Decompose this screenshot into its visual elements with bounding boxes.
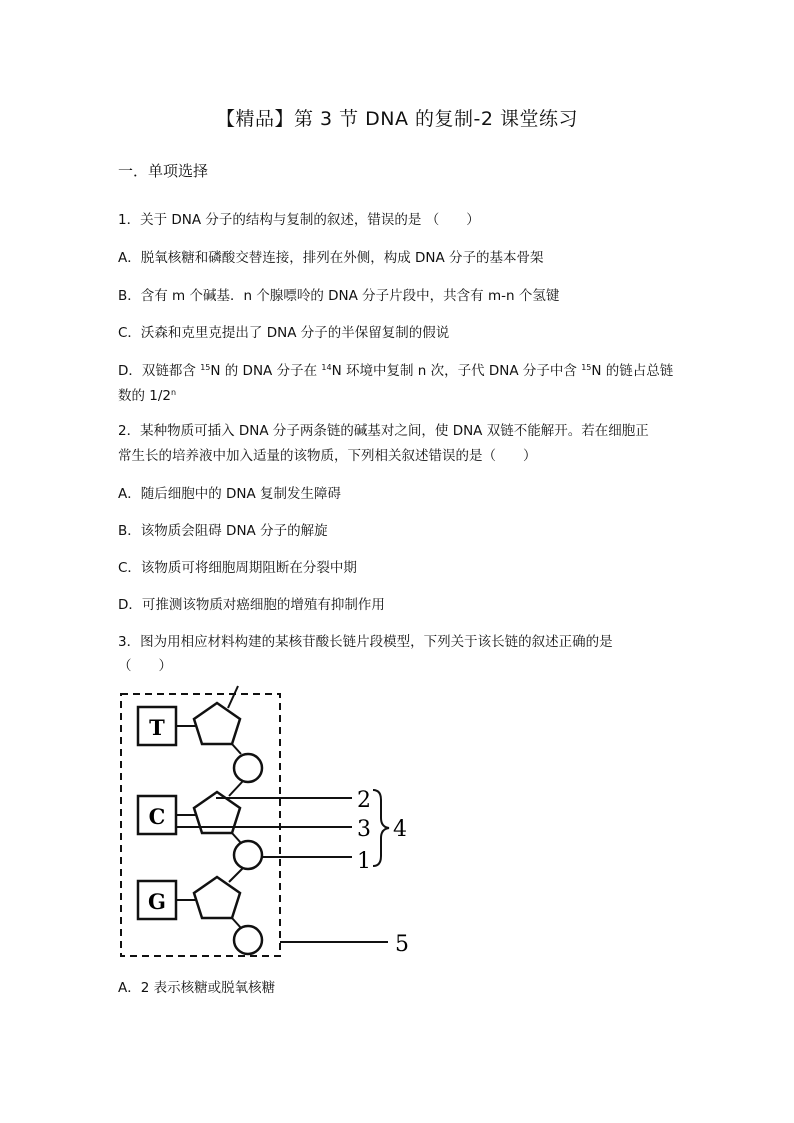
sugar-pentagon [194,877,240,918]
q1-d-text-5: 数的 1/2 [118,388,172,404]
label-3: 3 [357,817,371,842]
q2-option-d: D．可推测该物质对癌细胞的增殖有抑制作用 [118,597,385,613]
base-label-g: G [148,889,166,914]
q1-d-text-1: D．双链都含 [118,363,201,379]
superscript-n: n [171,388,177,397]
base-label-t: T [149,715,165,740]
sugar-phosphate-bond [232,918,241,928]
base-label-c: C [148,804,166,829]
phosphate-circle [234,754,262,782]
curly-brace [373,790,389,866]
q1-option-d-line1 [118,359,673,379]
sugar-pentagon [194,703,240,744]
superscript-15: 15 [581,363,592,372]
q2-stem-line2: 常生长的培养液中加入适量的该物质，下列相关叙述错误的是（ ） [118,448,537,464]
q3-stem-line2: （ ） [118,658,172,674]
q2-stem-line1: 2．某种物质可插入 DNA 分子两条链的碱基对之间，使 DNA 双链不能解开。若在细胞正 [118,423,649,439]
q1-d-text-2: N 的 DNA 分子在 [210,363,322,379]
nucleotide-chain-figure [110,680,420,970]
q1-option-b: B．含有 m 个碱基．n 个腺嘌呤的 DNA 分子片段中，共含有 m-n 个氢键 [118,288,560,304]
q1-option-d-line2 [118,384,176,404]
label-5: 5 [395,932,409,957]
q1-d-text-3: N 环境中复制 n 次，子代 DNA 分子中含 [331,363,582,379]
superscript-14: 14 [321,363,332,372]
page-title: 【精品】第 3 节 DNA 的复制-2 课堂练习 [215,108,579,130]
sugar-phosphate-bond [232,833,241,843]
label-4: 4 [393,817,407,842]
chain-top-tail [228,686,238,708]
q1-stem: 1．关于 DNA 分子的结构与复制的叙述，错误的是 （ ） [118,212,480,228]
label-2: 2 [357,788,371,813]
q1-option-c: C．沃森和克里克提出了 DNA 分子的半保留复制的假说 [118,325,450,341]
phosphate-circle [234,841,262,869]
q3-option-a: A．2 表示核糖或脱氧核糖 [118,980,276,996]
sugar-phosphate-bond [232,744,241,754]
q3-stem-line1: 3．图为用相应材料构建的某核苷酸长链片段模型，下列关于该长链的叙述正确的是 [118,634,613,650]
q1-option-a: A．脱氧核糖和磷酸交替连接，排列在外侧，构成 DNA 分子的基本骨架 [118,250,544,266]
phosphate-sugar-bond [229,868,243,882]
q2-option-a: A．随后细胞中的 DNA 复制发生障碍 [118,486,342,502]
q2-option-b: B．该物质会阻碍 DNA 分子的解旋 [118,523,328,539]
section-heading: 一．单项选择 [118,162,209,180]
superscript-15: 15 [200,363,211,372]
phosphate-sugar-bond [229,781,243,796]
label-1: 1 [357,849,371,874]
q1-d-text-4: N 的链占总链 [591,363,674,379]
q2-option-c: C．该物质可将细胞周期阻断在分裂中期 [118,560,357,576]
phosphate-circle [234,926,262,954]
